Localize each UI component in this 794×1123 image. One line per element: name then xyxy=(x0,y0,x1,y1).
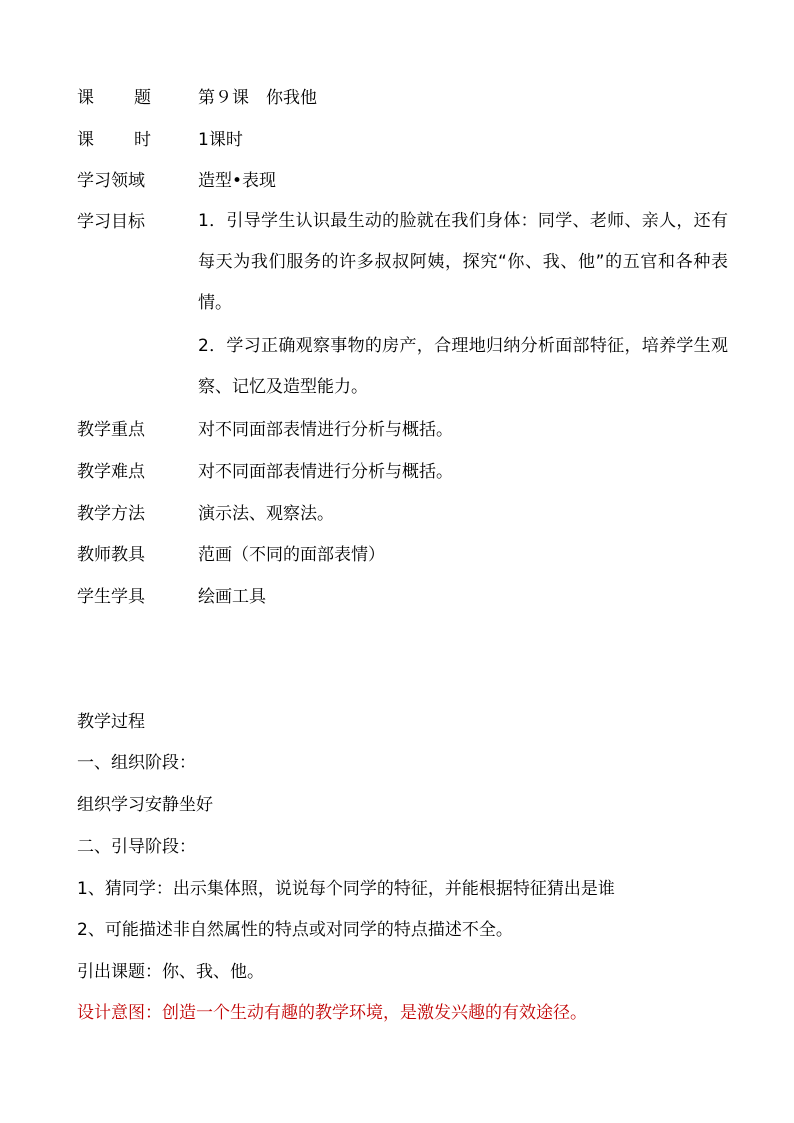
info-label-teacher-tools: 教师教具 xyxy=(77,545,145,565)
info-label-key-point: 教学重点 xyxy=(77,420,145,440)
info-row-topic xyxy=(77,85,727,111)
process-line: 2、可能描述非自然属性的特点或对同学的特点描述不全。 xyxy=(77,920,513,940)
info-label-method: 教学方法 xyxy=(77,504,145,524)
info-row-teacher-tools xyxy=(77,542,727,568)
info-value-difficulty: 对不同面部表情进行分析与概括。 xyxy=(198,462,453,482)
process-title: 教学过程 xyxy=(77,712,145,732)
info-row-student-tools xyxy=(77,584,727,610)
info-value-method: 演示法、观察法。 xyxy=(198,504,334,524)
info-value-topic: 第９课 你我他 xyxy=(198,88,317,108)
process-line: 组织学习安静坐好 xyxy=(77,795,213,815)
info-value-student-tools: 绘画工具 xyxy=(198,587,266,607)
info-label-difficulty: 教学难点 xyxy=(77,462,145,482)
info-value-domain: 造型•表现 xyxy=(198,171,277,191)
label-char: 时 xyxy=(134,130,151,150)
info-label-student-tools: 学生学具 xyxy=(77,587,145,607)
info-label-topic xyxy=(77,85,151,111)
process-line: 一、组织阶段： xyxy=(77,753,196,773)
info-label-domain: 学习领域 xyxy=(77,171,145,191)
info-label-hours xyxy=(77,127,151,153)
process-line: 引出课题：你、我、他。 xyxy=(77,962,264,982)
info-value-key-point: 对不同面部表情进行分析与概括。 xyxy=(198,420,453,440)
goal-item-1: 1．引导学生认识最生动的脸就在我们身体：同学、老师、亲人，还有每天为我们服务的许多叔叔阿姨，探究“你、我、他”的五官和各种表情。 xyxy=(198,211,728,313)
info-value-hours: 1课时 xyxy=(198,130,243,150)
info-row-hours xyxy=(77,127,727,153)
info-value-teacher-tools: 范画（不同的面部表情） xyxy=(198,545,385,565)
info-label-goals: 学习目标 xyxy=(77,212,145,232)
info-row-key-point xyxy=(77,417,727,443)
label-char: 课 xyxy=(77,88,94,108)
goal-item-2: 2．学习正确观察事物的房产，合理地归纳分析面部特征，培养学生观察、记忆及造型能力。 xyxy=(198,336,728,397)
label-char: 课 xyxy=(77,130,94,150)
info-row-domain xyxy=(77,168,727,194)
process-line: 二、引导阶段： xyxy=(77,837,196,857)
info-row-difficulty xyxy=(77,459,727,485)
info-row-method xyxy=(77,501,727,527)
process-line: 1、猜同学：出示集体照，说说每个同学的特征，并能根据特征猜出是谁 xyxy=(77,879,615,899)
label-char: 题 xyxy=(134,88,151,108)
design-intent: 设计意图：创造一个生动有趣的教学环境，是激发兴趣的有效途径。 xyxy=(77,1003,587,1023)
